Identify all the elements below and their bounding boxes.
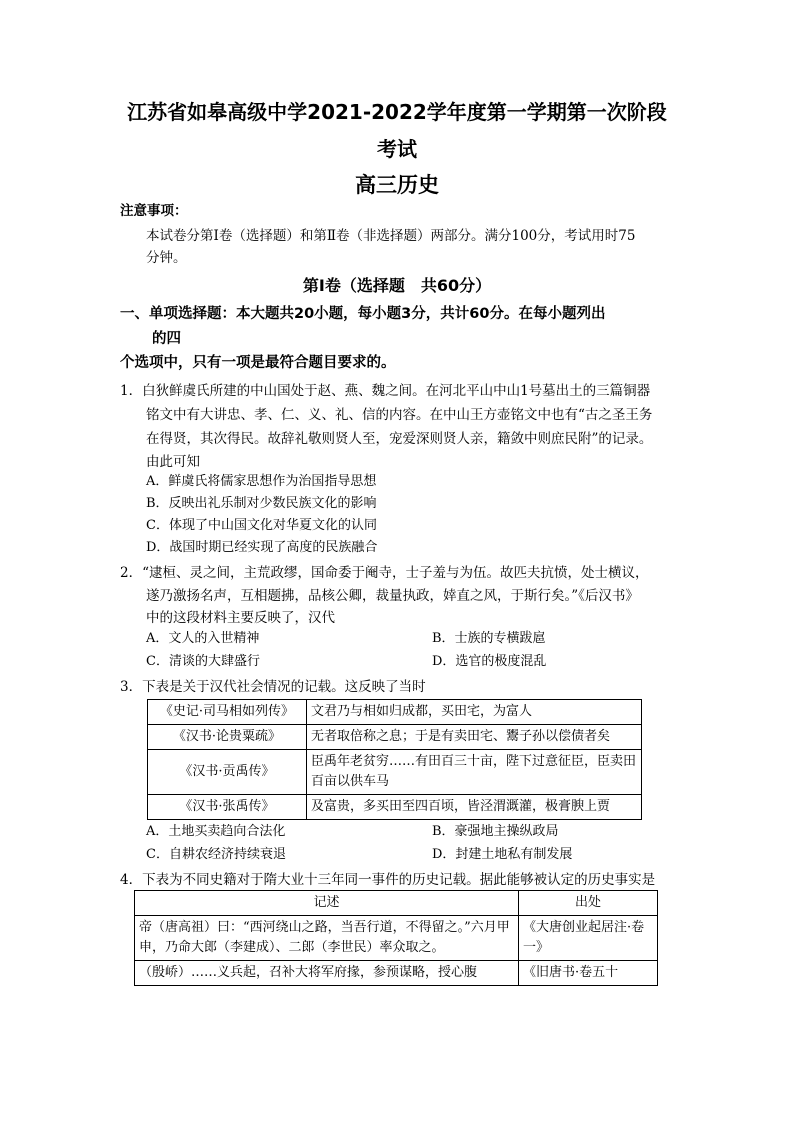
q3-source-cell: 《汉书·贡禹传》 bbox=[148, 750, 307, 795]
q1-line3: 在得贤，其次得民。故辞礼敬则贤人至，宠爱深则贤人亲，籍敛中则庶民附”的记录。 bbox=[146, 431, 653, 447]
notice-heading: 注意事项： bbox=[120, 203, 188, 219]
notice-line2: 分钟。 bbox=[146, 250, 187, 266]
q3-record-cell: 无者取倍称之息；于是有卖田宅、鬻子孙以偿债者矣 bbox=[307, 725, 642, 750]
q4-header-source: 出处 bbox=[519, 891, 658, 916]
section1-instruction-line1: 一、单项选择题：本大题共20小题，每小题3分，共计60分。在每小题列出 bbox=[120, 306, 606, 322]
q2-option-d: D．选官的极度混乱 bbox=[432, 654, 547, 669]
q2-line3: 中的这段材料主要反映了，汉代 bbox=[146, 610, 335, 626]
q3-source-cell: 《汉书·论贵粟疏》 bbox=[148, 725, 307, 750]
table-row bbox=[148, 750, 642, 795]
exam-title-line1: 江苏省如皋高级中学2021-2022学年度第一学期第一次阶段 bbox=[127, 100, 667, 124]
table-row bbox=[135, 916, 658, 961]
q3-record-cell: 文君乃与相如归成都，买田宅，为富人 bbox=[307, 700, 642, 725]
exam-title-line2: 考试 bbox=[377, 137, 417, 161]
q1-option-c: C．体现了中山国文化对华夏文化的认同 bbox=[146, 518, 377, 533]
notice-line1: 本试卷分第Ⅰ卷（选择题）和第Ⅱ卷（非选择题）两部分。满分100分，考试用时75 bbox=[146, 228, 636, 244]
q3-stem: 3．下表是关于汉代社会情况的记载。这反映了当时 bbox=[120, 679, 426, 695]
q2-option-a: A．文人的入世精神 bbox=[146, 631, 260, 646]
table-row bbox=[148, 700, 642, 725]
q1-option-a: A．鲜虞氏将儒家思想作为治国指导思想 bbox=[146, 474, 377, 489]
q1-line1: 1．白狄鲜虞氏所建的中山国处于赵、燕、魏之间。在河北平山中山1号墓出土的三篇铜器 bbox=[120, 383, 651, 399]
q2-option-c: C．清谈的大肆盛行 bbox=[146, 654, 260, 669]
table-row bbox=[148, 725, 642, 750]
q4-source-cell: 《旧唐书·卷五十 bbox=[519, 961, 658, 986]
q3-record-cell: 及富贵，多买田至四百顷，皆泾渭溉灌，极膏腴上贾 bbox=[307, 795, 642, 820]
exam-subtitle: 高三历史 bbox=[355, 173, 439, 197]
q4-record-cell: （殷峤）……义兵起，召补大将军府掾，参预谋略，授心腹 bbox=[135, 961, 519, 986]
q2-line2: 遂乃激扬名声，互相题拂，品核公卿，裁量执政，婞直之风，于斯行矣。”《后汉书》 bbox=[146, 588, 639, 604]
q4-stem: 4．下表为不同史籍对于隋大业十三年同一事件的历史记载。据此能够被认定的历史事实是 bbox=[120, 872, 656, 888]
q3-option-c: C．自耕农经济持续衰退 bbox=[146, 847, 286, 862]
table-row bbox=[148, 795, 642, 820]
q4-header-record: 记述 bbox=[135, 891, 519, 916]
q3-option-a: A．土地买卖趋向合法化 bbox=[146, 824, 286, 839]
q1-line4: 由此可知 bbox=[146, 454, 200, 470]
section1-title: 第Ⅰ卷（选择题 共60分） bbox=[302, 276, 492, 295]
q4-source-cell: 《大唐创业起居注·卷一》 bbox=[519, 916, 658, 961]
q3-record-cell: 臣禹年老贫穷……有田百三十亩，陛下过意征臣，臣卖田百亩以供车马 bbox=[307, 750, 642, 795]
q3-source-cell: 《史记·司马相如列传》 bbox=[148, 700, 307, 725]
q3-option-d: D．封建土地私有制发展 bbox=[432, 847, 573, 862]
q2-line1: 2．“逮桓、灵之间，主荒政缪，国命委于阉寺，士子羞与为伍。故匹夫抗愤，处士横议， bbox=[120, 565, 649, 581]
q4-record-cell: 帝（唐高祖）曰：“西河绕山之路，当吾行道，不得留之。”六月甲申，乃命大郎（李建成）、二郎（李世民）率众取之。 bbox=[135, 916, 519, 961]
table-header-row bbox=[135, 891, 658, 916]
q1-line2: 铭文中有大讲忠、孝、仁、义、礼、信的内容。在中山王方壶铭文中也有“古之圣王务 bbox=[146, 407, 653, 423]
table-row bbox=[135, 961, 658, 986]
section1-instruction-line2: 的四 bbox=[152, 331, 181, 347]
q4-table bbox=[134, 890, 658, 986]
q1-option-d: D．战国时期已经实现了高度的民族融合 bbox=[146, 540, 378, 555]
q1-option-b: B．反映出礼乐制对少数民族文化的影响 bbox=[146, 496, 377, 511]
q2-option-b: B．士族的专横跋扈 bbox=[432, 631, 546, 646]
section1-instruction-line3: 个选项中，只有一项是最符合题目要求的。 bbox=[120, 355, 396, 371]
q3-table bbox=[147, 699, 642, 820]
q3-source-cell: 《汉书·张禹传》 bbox=[148, 795, 307, 820]
q3-option-b: B．豪强地主操纵政局 bbox=[432, 824, 559, 839]
